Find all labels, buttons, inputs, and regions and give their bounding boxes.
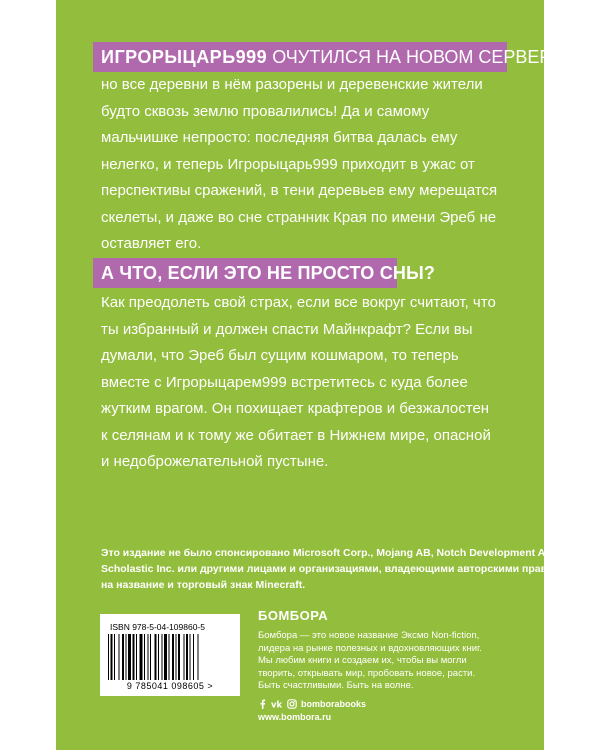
section2-paragraph (101, 290, 521, 476)
section1-heading-rest: ОЧУТИЛСЯ НА НОВОМ СЕРВЕРЕ, (272, 47, 569, 67)
barcode-bar (184, 634, 185, 680)
barcode-bar (136, 634, 137, 680)
paragraph-line: и недоброжелательной пустыне. (101, 453, 329, 470)
section1-heading-bold: ИГРОРЫЦАРЬ999 (101, 47, 268, 67)
publisher-description-line: творить, открывать мир, пробовать новое, расти. (258, 667, 476, 679)
barcode-bar (158, 634, 159, 680)
publisher-logo-text: БОМБОРА (258, 608, 329, 623)
paragraph-line: думали, что Эреб был сущим кошмаром, то теперь (101, 347, 459, 364)
paragraph-line: ты избранный и должен спасти Майнкрафт? Если вы (101, 320, 473, 338)
disclaimer-line: Scholastic Inc. или другими лицами и организациями, владеющими авторскими правами (101, 563, 567, 575)
publisher-description-line: Бомбора — это новое название Эксмо Non-fiction, (258, 630, 480, 641)
paragraph-line: скелеты, и даже во сне странник Края по имени Эреб не (101, 208, 497, 226)
isbn-label: ISBN 978-5-04-109860-5 (110, 622, 205, 632)
isbn-barcode (100, 614, 240, 696)
paragraph-line: Как преодолеть свой страх, если все вокруг считают, что (101, 294, 496, 311)
back-cover (56, 0, 569, 750)
barcode-bar (186, 634, 188, 680)
social-handle: bomborabooks (301, 699, 367, 709)
barcode-bar (140, 634, 143, 680)
disclaimer-line: на название и торговый знак Minecraft. (101, 579, 306, 591)
barcode-bar (144, 634, 145, 680)
disclaimer-line: Это издание не было спонсировано Microsoft Corp., Mojang AB, Notch Development AB, (101, 547, 556, 559)
barcode-bar (172, 634, 174, 680)
barcode-bar (169, 634, 170, 680)
paragraph-line: но все деревни в нём разорены и деревенские жители (101, 76, 483, 93)
section2-heading: А ЧТО, ЕСЛИ ЭТО НЕ ПРОСТО СНЫ? (101, 263, 436, 283)
barcode-bar (126, 634, 127, 680)
barcode-bar (176, 634, 177, 680)
barcode-bar (128, 634, 131, 680)
barcode-bar (108, 634, 109, 680)
publisher-description (258, 630, 528, 693)
legal-disclaimer (101, 545, 567, 593)
barcode-bars (108, 634, 232, 680)
paragraph-line: жутким врагом. Он похищает крафтеров и безжалостен (101, 400, 490, 417)
paragraph-line: перспективы сражений, в тени деревьев ему мерещатся (101, 182, 498, 199)
svg-text:vk: vk (271, 700, 283, 709)
paragraph-line: мальчишке непросто: последняя битва далась ему (101, 129, 458, 146)
vk-icon (271, 699, 283, 709)
section1-paragraph (101, 72, 521, 258)
barcode-bar (162, 634, 163, 680)
barcode-bar (148, 634, 149, 680)
barcode-bar (155, 634, 157, 680)
paragraph-line: нелегко, и теперь Игрорыцарь999 приходит в ужас от (101, 155, 475, 173)
instagram-icon (287, 699, 297, 709)
publisher-description-line: Мы любим книги и создаем их, чтобы вы могли (258, 655, 467, 666)
paragraph-line: оставляет его. (101, 235, 202, 252)
social-links (258, 699, 366, 709)
facebook-icon (258, 699, 267, 709)
barcode-bar (150, 634, 151, 680)
publisher-description-line: лидера на рынке полезных и вдохновляющих книг. (258, 642, 482, 654)
barcode-bar (111, 634, 113, 680)
barcode-number: 9 785041 098605 > (126, 681, 214, 691)
barcode-bar (114, 634, 115, 680)
section2-heading-banner (93, 258, 436, 288)
barcode-bar (119, 634, 120, 680)
barcode-bar (122, 634, 124, 680)
publisher-website: www.bombora.ru (258, 712, 332, 722)
barcode-bar (133, 634, 135, 680)
paragraph-line: будто сквозь землю провалились! Да и самому (101, 102, 430, 120)
paragraph-line: вместе с Игрорыцарем999 встретитесь с куда более (101, 373, 468, 391)
barcode-bar (164, 634, 167, 680)
publisher-description-line: Быть счастливыми. Быть на волне. (258, 680, 414, 691)
barcode-bar (178, 634, 180, 680)
barcode-bar (193, 634, 194, 680)
barcode-bar (198, 634, 199, 680)
paragraph-line: к селянам и к тому же обитает в Нижнем мире, опасной (101, 426, 491, 444)
barcode-bar (190, 634, 191, 680)
section1-heading-banner (93, 42, 569, 72)
